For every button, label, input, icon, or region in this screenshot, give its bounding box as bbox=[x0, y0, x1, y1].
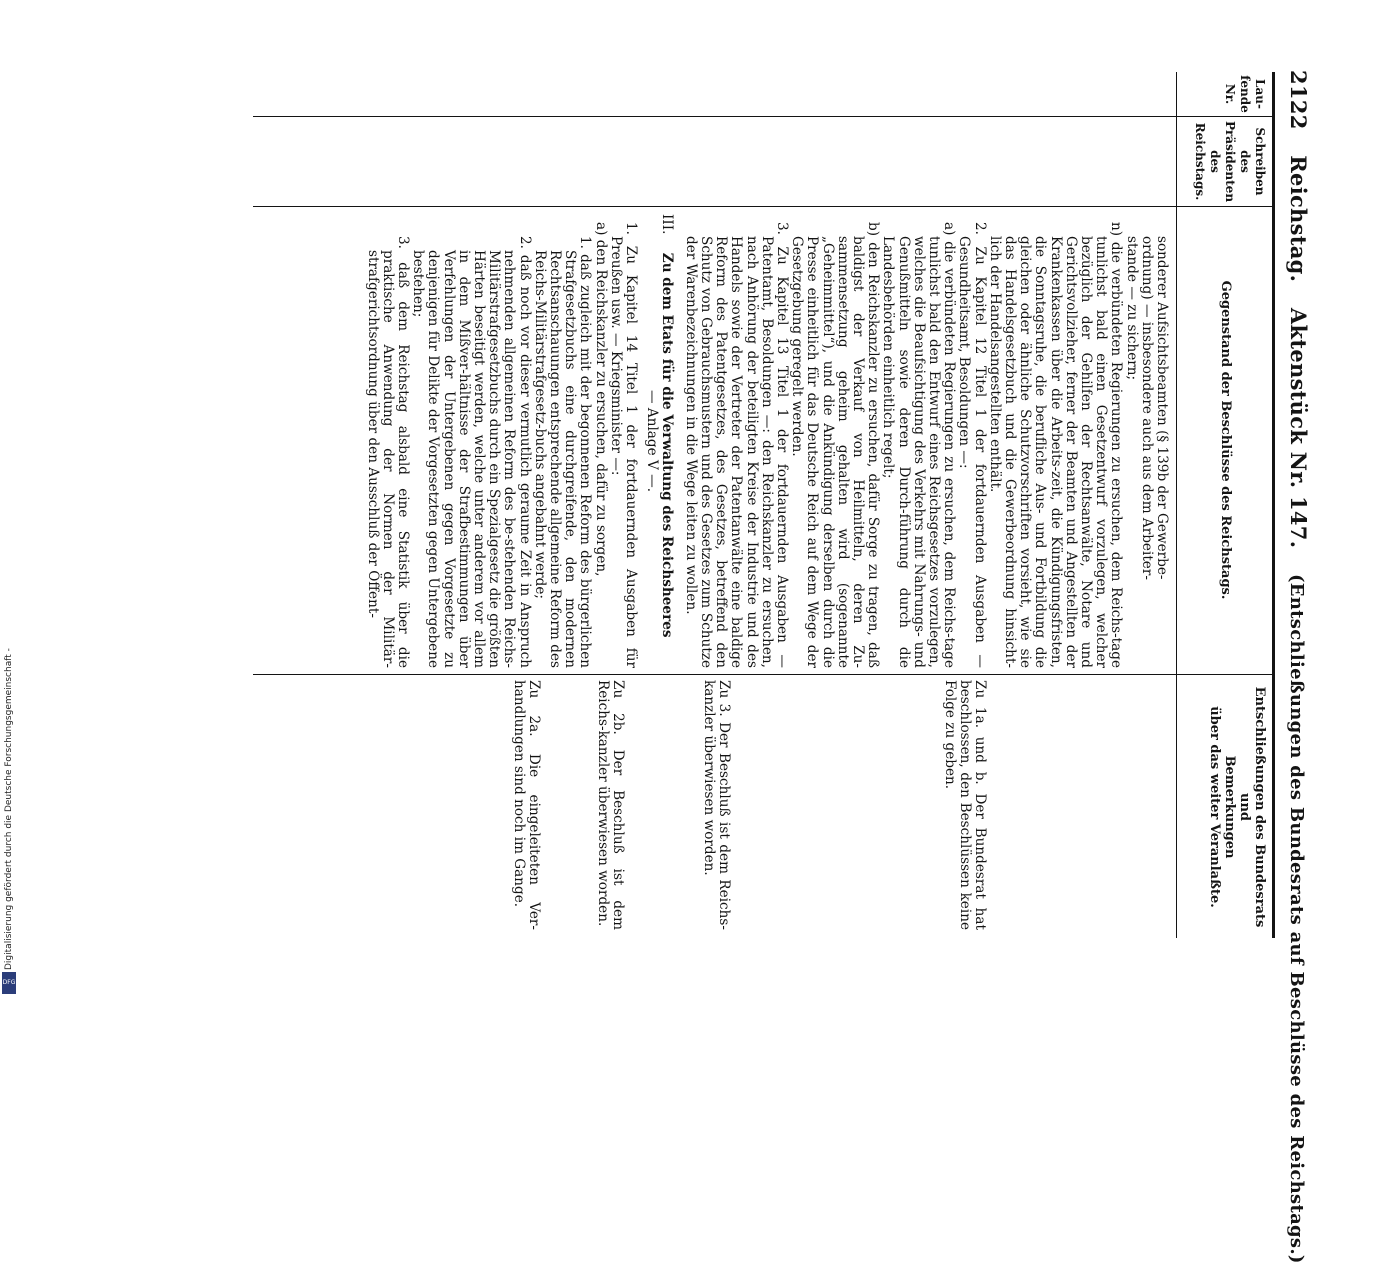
item-n: n) die verbündeten Regierungen zu ersuchen, dem Reichs-tage tunlichst bald einen Gesetzentwurf vorzulegen, welcher bezüglich der Gehilfen der Rechtsanwälte, Notare und Gerichtsvollzieher, ferner der Beamten und Angestellten der Krankenkassen über die Arbeits-zeit, die Kündigungsfristen, die Sonntagsruhe, die berufliche Aus- und Fortbildung die gleichen oder ähnliche Schutzvorschriften vorsieht, wie sie das Handelsgesetzbuch und die Gewerbeordnung hinsicht-lich der Handelsangestellten enthält. bbox=[986, 222, 1125, 668]
column-header-nr: Lau- fende Nr. bbox=[1223, 75, 1267, 113]
section-iii-heading bbox=[659, 214, 674, 668]
header-institution: Reichstag. bbox=[1286, 155, 1311, 283]
item-2a: a) die verbündeten Regierungen zu ersuchen, dem Reichs-tage tunlichst bald den Entwurf eines Reichsgesetzes vorzulegen, welches die Beaufsichtigung des Verkehrs mit Nahrungs- und Genußmitteln sowie deren Durch-führung durch die Landesbehörden einheitlich regelt; bbox=[880, 222, 958, 668]
text-line: stande — zu sichern; bbox=[1123, 236, 1140, 381]
column-rule-3 bbox=[253, 674, 1273, 675]
credit-text: Digitalisierung gefördert durch die Deutsche Forschungsgemeinschaft - bbox=[4, 648, 14, 970]
header-rule-bottom bbox=[1176, 72, 1177, 938]
item-3: 3. Zu Kapitel 13 Titel 1 der fortdauernden Ausgaben — Patentamt, Besoldungen —: den Reichskanzler zu ersuchen, nach Anhörung der beteiligten Kreise der Industrie und des Handels sowie der Vertreter der Patentanwälte eine baldige Reform des Patentgesetzes, des Gesetzes, betreffend den Schutz von Gebrauchsmustern und des Gesetzes zum Schutze der Warenbezeichnungen in die Wege leiten zu wollen. bbox=[682, 222, 790, 668]
decision-2a: Zu 2a. Die eingeleiteten Ver-handlungen sind noch im Gange. bbox=[510, 680, 542, 930]
column-header-subject: Gegenstand der Beschlüsse des Reichstags. bbox=[1218, 280, 1233, 600]
section-iii-subtitle: — Anlage V —. bbox=[644, 389, 661, 493]
header-file-ref: Aktenstück Nr. 147. bbox=[1286, 307, 1311, 549]
item-iii-1a-3: 3. daß dem Reichstag alsbald eine Statistik über die praktische Anwendung der Normen der Militär-strafgerichtsordnung über den Ausschluß der Öffent- bbox=[364, 236, 412, 668]
page-number: 2122 bbox=[1286, 70, 1311, 130]
subject-column bbox=[364, 214, 1169, 668]
text-line: ordnung) — insbesondere auch aus dem Arbeiter- bbox=[1138, 236, 1155, 580]
item-iii-1a-2: 2. daß noch vor dieser vermutlich geraume Zeit in Anspruch nehmenden allgemeinen Reform des be-stehenden Reichs-Militärstrafgesetzbuchs durch ein Spezialgesetz die größten Härten beseitigt werden, welche unter anderem vor allem in dem Mißver-hältnisse der Strafbestimmungen über Verfehlungen der Untergebenen gegen Vorgesetzte zu denjenigen für Delikte der Vorgesetzten gegen Untergebene bestehen; bbox=[410, 236, 533, 668]
running-header bbox=[1281, 70, 1311, 1264]
column-rule-2 bbox=[253, 206, 1273, 207]
dfg-logo: DFG bbox=[2, 972, 16, 994]
header-rule-top bbox=[1272, 72, 1275, 938]
header-title: (Entschließungen des Bundesrats auf Beschlüsse des Reichstags.) bbox=[1286, 573, 1307, 1264]
text-line: sonderer Aufsichtsbeamten (§ 139b der Gewerbe- bbox=[1154, 236, 1170, 580]
item-iii-1a: a) den Reichskanzler zu ersuchen, dafür zu sorgen, bbox=[592, 222, 609, 577]
decision-3: Zu 3. Der Beschluß ist dem Reichs-kanzler überwiesen worden. bbox=[700, 680, 732, 930]
section-iii-title: Zu dem Etats für die Verwaltung des Reichsheeres bbox=[659, 252, 676, 638]
credit-strip bbox=[2, 600, 16, 990]
decision-iii-1: Zu 1a. und b. Der Bundesrat hat beschlossen, den Beschlüssen keine Folge zu geben. bbox=[941, 680, 988, 930]
section-iii-number: III. bbox=[659, 214, 676, 235]
item-2b: b) den Reichskanzler zu ersuchen, dafür Sorge zu tragen, daß baldigst der Verkauf von Heilmitteln, deren Zu-sammensetzung geheim gehalten wird (sogenannte „Geheimmittel“), und die Ankündigung derselben durch die Presse einheitlich für das Deutsche Reich auf dem Wege der Gesetzgebung geregelt werden. bbox=[789, 222, 882, 668]
item-2: 2. Zu Kapitel 12 Titel 1 der fortdauernden Ausgaben — Gesundheitsamt, Besoldungen —: bbox=[956, 222, 988, 668]
column-header-decisions: Entschließungen des Bundesrats und Bemerkungen über das weiter Veranlaßte. bbox=[1207, 686, 1267, 928]
item-iii-1a-1: 1. daß zugleich mit der begonnenen Reform des bürgerlichen Strafgesetzbuchs eine durchgreifende, den modernen Rechtsanschauungen entsprechende allgemeine Reform des Reichs-Militärstrafgesetz-buchs angebahnt werde; bbox=[531, 236, 594, 668]
column-header-letter: Schreiben des Präsidenten des Reichstags. bbox=[1193, 120, 1267, 203]
column-rule-1 bbox=[253, 116, 1273, 117]
decision-2b: Zu 2b. Der Beschluß ist dem Reichs-kanzler überwiesen worden. bbox=[594, 680, 626, 930]
item-iii-1: 1. Zu Kapitel 14 Titel 1 der fortdauernden Ausgaben für Preußen usw. — Kriegsminister —: bbox=[607, 222, 640, 668]
